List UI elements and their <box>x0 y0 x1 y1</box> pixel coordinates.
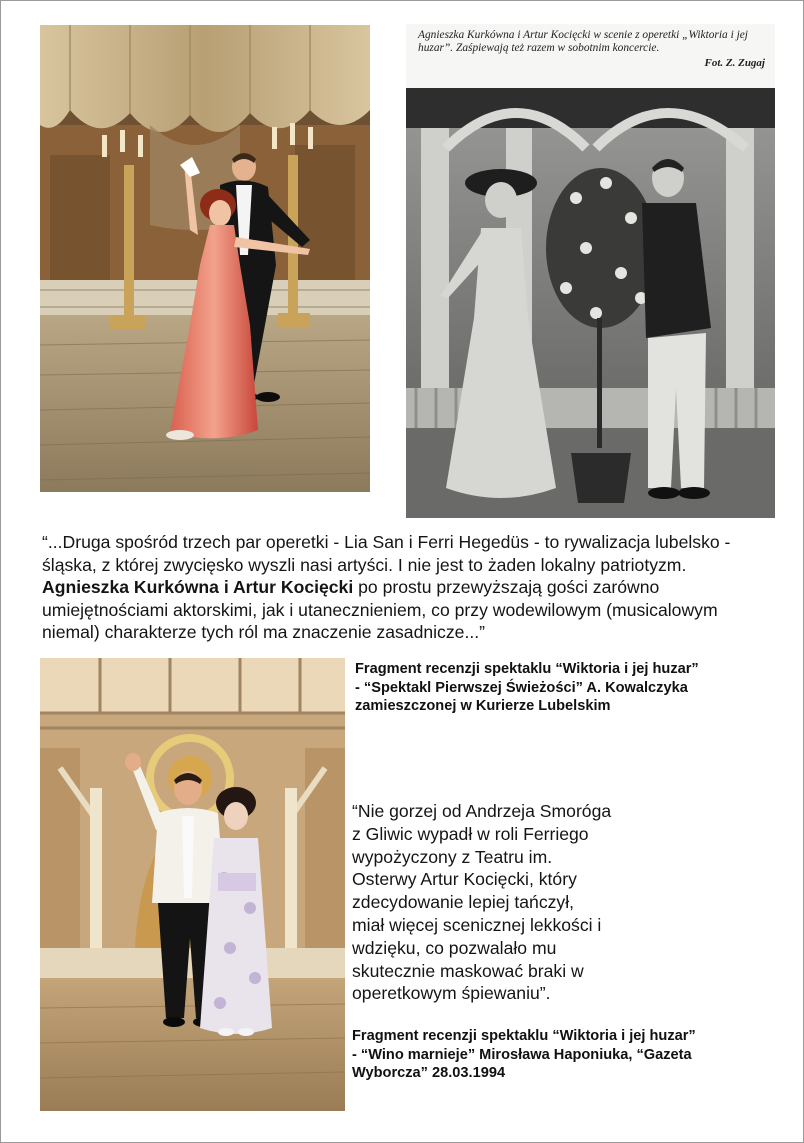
review-source-1 <box>355 660 795 716</box>
newspaper-clipping <box>406 24 775 518</box>
quote2-line: miał więcej scenicznej lekkości i <box>352 914 602 935</box>
photo-couple-kimono <box>40 658 345 1111</box>
source1-line3: zamieszczonej w Kurierze Lubelskim <box>355 698 611 715</box>
clipping-photo <box>406 88 775 518</box>
quote2-line: wypożyczony z Teatru im. <box>352 846 553 867</box>
clipping-caption: Agnieszka Kurkówna i Artur Kocięcki w scenie z operetki „Wiktoria i jej huzar”. Zaśpiewają też razem w sobotnim koncercie. <box>418 29 748 54</box>
quote2-line: “Nie gorzej od Andrzeja Smoróga <box>352 801 612 821</box>
clipping-photo-credit: Fot. Z. Zugaj <box>704 57 765 69</box>
quote2-line: wdzięku, co pozwalało mu <box>352 937 557 958</box>
quote2-line: operetkowym śpiewaniu”. <box>352 983 551 1004</box>
quote2-line: zdecydowanie lepiej tańczył, <box>352 892 575 913</box>
source2-line1: Fragment recenzji spektaklu “Wiktoria i jej huzar” <box>352 1028 696 1044</box>
source1-line1: Fragment recenzji spektaklu “Wiktoria i jej huzar” <box>355 661 699 677</box>
source2-line3: Wyborcza” 28.03.1994 <box>352 1065 506 1082</box>
quote1-text-start: “...Druga spośród trzech par operetki - Lia San i Ferri Hegedüs - to rywalizacja lubelsko - śląska, z której zwycięsko wyszli nasi artyści. I nie jest to żaden lokalny patriotyzm. <box>42 532 731 575</box>
clipping-caption-block <box>406 24 775 88</box>
review-quote-1 <box>42 531 762 644</box>
source1-line2: - “Spektakl Pierwszej Świeżości” A. Kowalczyka <box>355 679 688 696</box>
quote1-text-end: po prostu przewyższają gości zarówno umiejętnościami aktorskimi, jak i utanecznieniem, co przy wodewilowym (musicalowym niemal) charakterze tych ról ma znaczenie zasadnicze...” <box>42 577 718 643</box>
review-source-2 <box>352 1027 792 1083</box>
quote2-line: z Gliwic wypadł w roli Ferriego <box>352 823 589 844</box>
quote2-line: Osterwy Artur Kocięcki, który <box>352 869 577 890</box>
source2-line2: - “Wino marnieje” Mirosława Haponiuka, “Gazeta <box>352 1046 692 1063</box>
quote1-names: Agnieszka Kurkówna i Artur Kocięcki <box>42 577 354 598</box>
review-quote-2 <box>352 800 682 1005</box>
quote2-line: skutecznie maskować braki w <box>352 960 584 981</box>
photo-dancing-couple <box>40 25 370 492</box>
